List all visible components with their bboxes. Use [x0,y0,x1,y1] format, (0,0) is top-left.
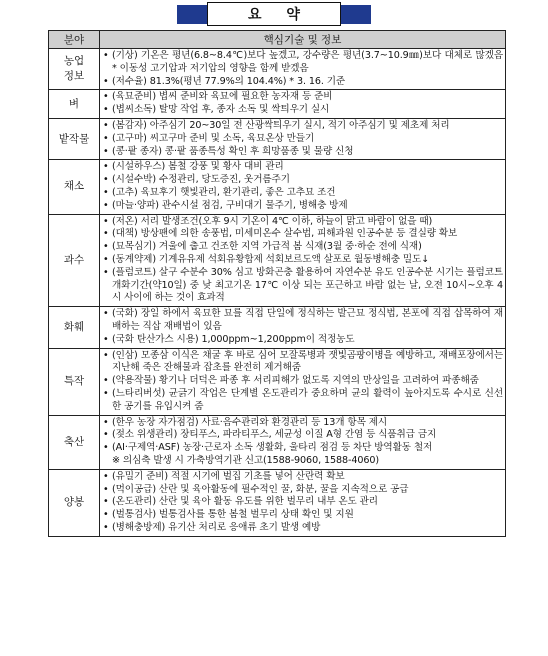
row-category: 화훼 [49,307,100,348]
row-category: 양봉 [49,469,100,536]
row-items [100,90,506,119]
list-item: • (병해충방제) 유기산 처리로 응애류 초기 발생 예방 [103,522,503,535]
header-category: 분야 [49,31,100,49]
page-title: 요 약 [207,2,341,26]
list-item: • (젖소 위생관리) 장티푸스, 파라티푸스, 세균성 이질 A형 간염 등 식품취급 금지 [103,429,503,442]
table-row [49,49,506,90]
list-item: • (동계약제) 기계유유제 석회유황합제 석회보르도액 살포로 월동병해충 밀도↓ [103,254,503,267]
row-category: 과수 [49,214,100,307]
row-items [100,118,506,159]
row-category: 특작 [49,348,100,415]
row-category: 농업 정보 [49,49,100,90]
list-item: ※ 의심축 발생 시 가축방역기관 신고(1588-9060, 1588-4060) [112,454,380,466]
list-item: • (인삼) 모종삼 이식은 채굴 후 바로 심어 모잘록병과 잿빛곰팡이병을 예방하고, 재배포장에서는 지난해 죽은 잔해물과 잡초를 완전히 제거해줌 [103,350,503,376]
row-items [100,415,506,469]
list-item: • (시설하우스) 봄철 강풍 및 황사 대비 관리 [103,161,503,174]
list-item: • (콩·팥 종자) 콩·팥 품종특성 확인 후 희망품종 및 물량 신청 [103,146,503,159]
row-category: 벼 [49,90,100,119]
list-item: • (봄감자) 아주심기 20~30일 전 산광싹틔우기 실시, 적기 아주심기 및 제초제 처리 [103,120,503,133]
header-content: 핵심기술 및 정보 [100,31,506,49]
list-item: • (육묘준비) 볍씨 준비와 육묘에 필요한 농자재 등 준비 [103,91,503,104]
list-item: • (온도관리) 산란 및 육아 활동 유도를 위한 벌무리 내부 온도 관리 [103,496,503,509]
table-row [49,118,506,159]
table-row [49,469,506,536]
list-item: • (한우 농장 자가점검) 사료·음수관리와 환경관리 등 13개 항목 제시 [103,417,503,430]
list-item: • (대책) 방상팬에 의한 송풍법, 미세미온수 살수법, 피해과원 인공수분 등 결실량 확보 [103,228,503,241]
list-item: • (볍씨소독) 탈망 작업 후, 종자 소독 및 싹틔우기 실시 [103,104,503,117]
title-banner [177,2,371,26]
table-row [49,160,506,214]
table-row [49,307,506,348]
row-category: 축산 [49,415,100,469]
row-items [100,160,506,214]
summary-table [48,30,506,537]
row-category: 채소 [49,160,100,214]
list-item: • (유밀기 준비) 적절 시기에 벌집 기초를 넣어 산란력 확보 [103,471,503,484]
row-items [100,469,506,536]
list-item: • (기상) 기온은 평년(6.8~8.4℃)보다 높겠고, 강수량은 평년(3.7~10.9㎜)보다 대체로 많겠음 * 이동성 고기압과 저기압의 영향을 함께 받겠음 [103,50,503,76]
list-item: • (마늘·양파) 관수시설 점검, 구비대기 물주기, 병해충 방제 [103,200,503,213]
table-row [49,90,506,119]
list-item: • (AI·구제역·ASF) 농장·근로자 소독 생활화, 울타리 점검 등 차단 방역활동 철저 [103,442,503,455]
list-item: • (벌통검사) 벌통검사를 통한 봄철 벌무리 상태 확인 및 지원 [103,509,503,522]
list-item: • (저온) 서리 발생조건(오후 9시 기온이 4℃ 이하, 하늘이 맑고 바람이 없을 때) [103,216,503,229]
row-items [100,214,506,307]
table-row [49,348,506,415]
list-item: • (묘목심기) 겨울에 춥고 건조한 지역 가급적 봄 식재(3월 중·하순 전에 식재) [103,241,503,254]
table-header-row [49,31,506,49]
table-row [49,214,506,307]
list-item: • (느타리버섯) 균긁기 작업은 단계별 온도관리가 중요하며 균의 활력이 높아지도록 수시로 신선한 공기를 유입시켜 줌 [103,388,503,414]
list-item: • (고추) 육묘후기 햇빛관리, 환기관리, 좋은 고추묘 조건 [103,187,503,200]
list-item: • (시설수박) 수정관리, 당도증진, 웃거름주기 [103,174,503,187]
list-item: • (저수율) 81.3%(평년 77.9%의 104.4%) * 3. 16. 기준 [103,76,503,89]
list-item: • (플럼코트) 살구 수분수 30% 심고 방화곤충 활용하여 자연수분 유도 인공수분 시기는 플럼코트 개화기간(약10일) 중 낮 최고기온 17℃ 이상 되는 포근하고 바람 없는 날, 오전 10시~오후 4시 사이에 하는 것이 효과적 [103,267,503,305]
list-item: • (국화 탄산가스 시용) 1,000ppm~1,200ppm이 적정농도 [103,334,503,347]
row-items [100,348,506,415]
row-items [100,49,506,90]
table-row [49,415,506,469]
list-item: • (고구마) 씨고구마 준비 및 소독, 육묘온상 만들기 [103,133,503,146]
row-items [100,307,506,348]
list-item: • (먹이공급) 산란 및 육아활동에 필수적인 꿀, 화분, 꿀을 지속적으로 공급 [103,484,503,497]
list-item: • (국화) 장일 하에서 육묘한 묘를 직접 단일에 정식하는 발근묘 정식법, 본포에 직접 삽목하여 재배하는 직삽 재배법이 있음 [103,308,503,334]
list-item: • (약용작물) 황기나 더덕은 파종 후 서리피해가 없도록 지역의 만상일을 고려하여 파종해줌 [103,375,503,388]
row-category: 밭작물 [49,118,100,159]
